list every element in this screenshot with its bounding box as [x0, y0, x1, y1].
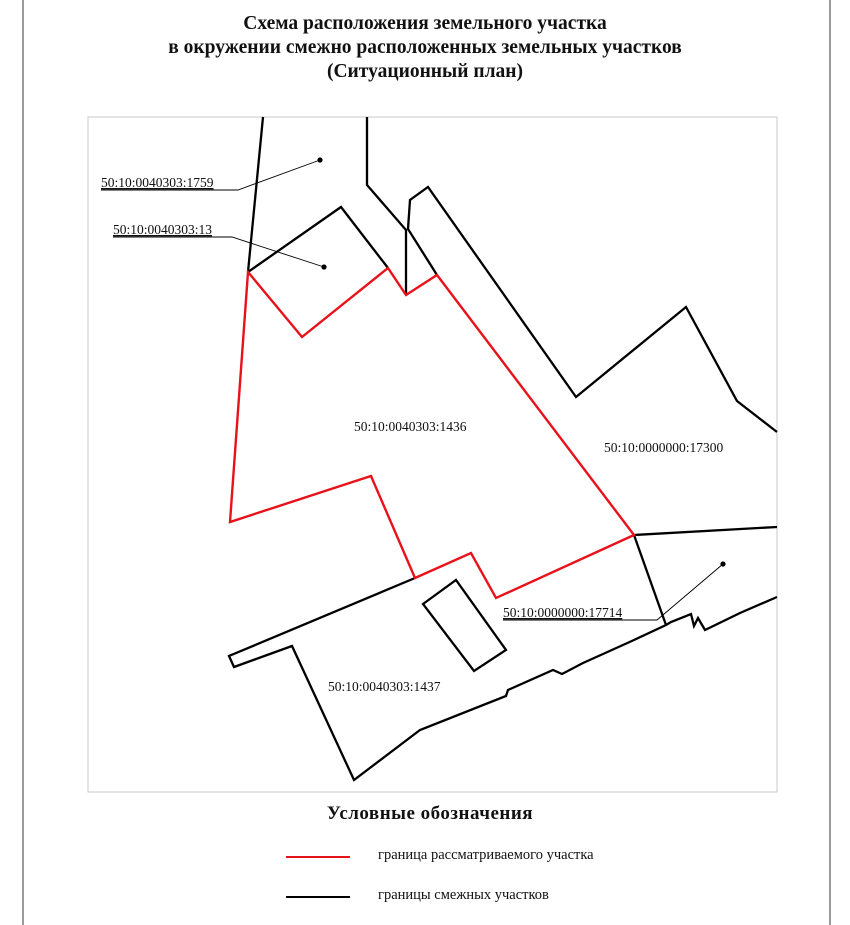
point-17714 [720, 561, 725, 566]
legend-subject-label: граница рассматриваемого участка [378, 847, 594, 863]
title-line-1: Схема расположения земельного участка [243, 13, 607, 34]
parcel-1759-boundary [248, 117, 263, 272]
legend-adjacent-label: границы смежных участков [378, 887, 549, 903]
legend-black-line [286, 896, 350, 898]
parcel-17714-top-boundary [634, 527, 777, 535]
label-parcel-17300: 50:10:0000000:17300 [604, 440, 724, 455]
legend-red-line [286, 856, 350, 858]
parcel-17714-left-boundary [634, 535, 666, 625]
label-parcel-13: 50:10:0040303:13 [113, 222, 213, 237]
label-parcel-1759: 50:10:0040303:1759 [101, 175, 214, 190]
label-parcel-1437: 50:10:0040303:1437 [328, 679, 441, 694]
label-parcel-17714: 50:10:0000000:17714 [503, 605, 623, 620]
point-13 [321, 264, 326, 269]
parcel-13-boundary [248, 207, 388, 272]
title-line-3: (Ситуационный план) [326, 61, 524, 82]
legend-title: Условные обозначения [326, 803, 534, 824]
label-parcel-1436: 50:10:0040303:1436 [354, 419, 467, 434]
title-line-2: в окружении смежно расположенных земельных участков [168, 37, 682, 58]
point-1759 [317, 157, 322, 162]
